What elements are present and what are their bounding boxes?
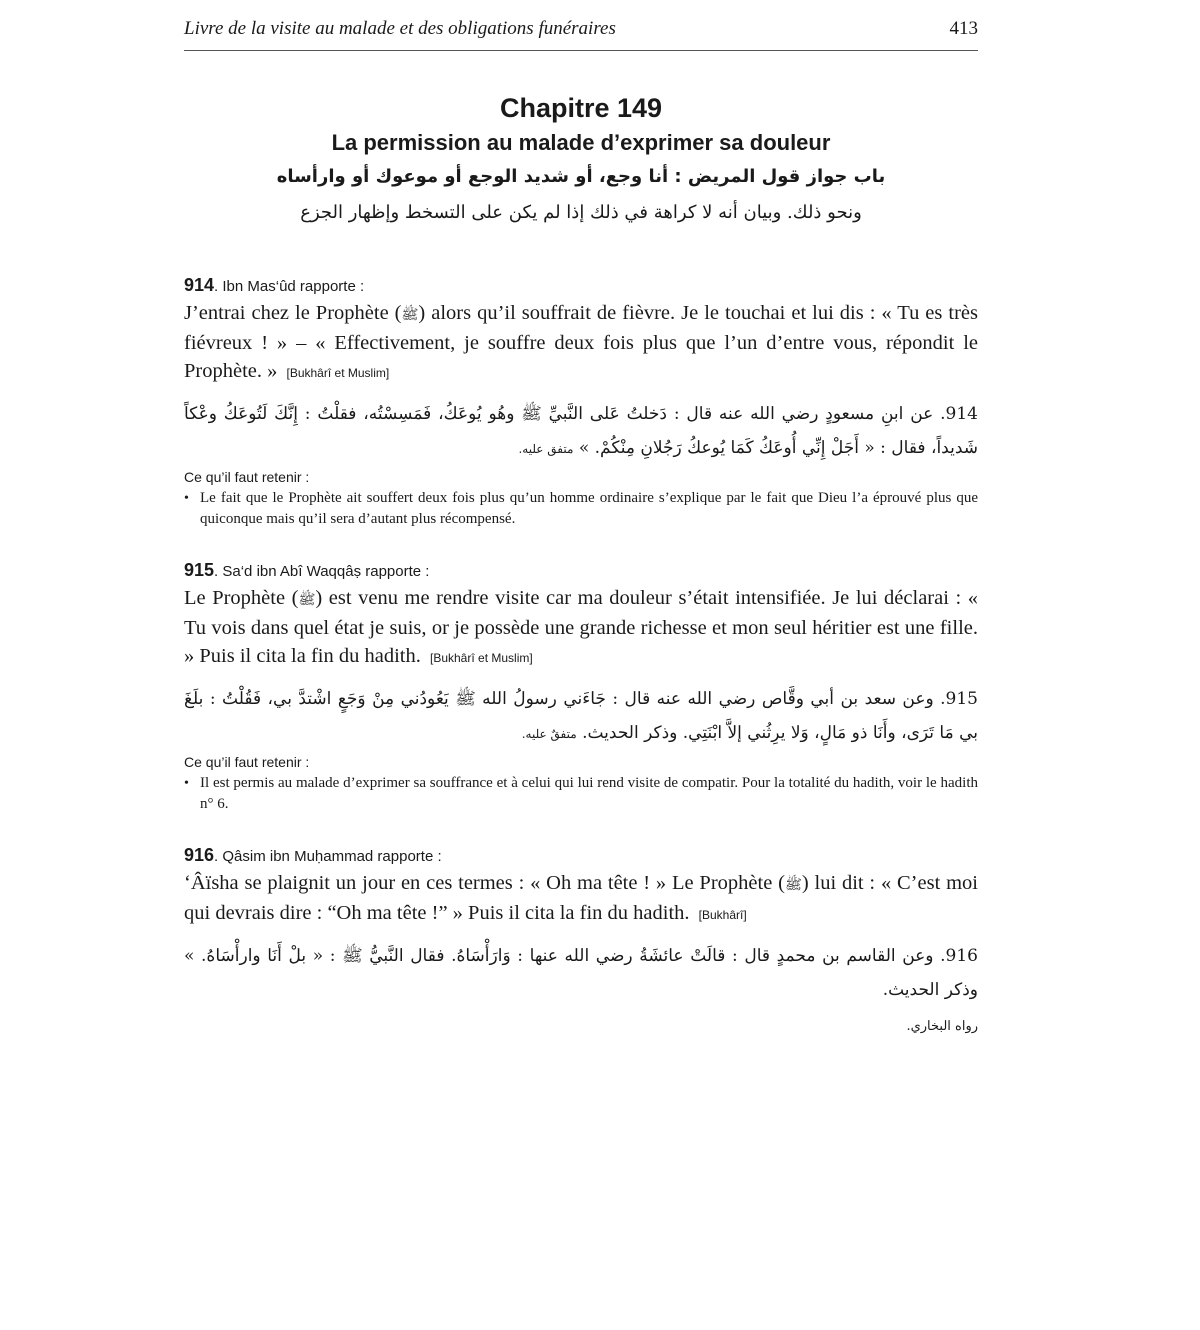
text-segment: J’entrai chez le Prophète ( [184,302,402,324]
hadith-source: [Bukhârî] [698,908,747,922]
takeaway-text: Il est permis au malade d’exprimer sa souffrance et à celui qui lui rend visite de compatir. Pour la totalité du hadith, voir le hadith n° 6. [200,775,978,812]
hadith-source: [Bukhârî et Muslim] [286,366,390,380]
takeaway-text: Le fait que le Prophète ait souffert deux fois plus qu’un homme ordinaire s’explique par le fait que Dieu l’a éprouvé plus que quiconque mais qu’il sera d’autant plus récompensé. [200,490,978,527]
running-title: Livre de la visite au malade et des obligations funéraires [184,18,616,39]
page-number: 413 [949,18,978,39]
text-segment: ) lui dit : « C’est moi qui devrais dire : “Oh ma tête !” » Puis il cita la fin du hadith. [184,872,978,924]
salawat-icon: ﷺ [298,592,316,608]
document-page [184,18,978,1034]
text-segment: ) est venu me rendre visite car ma douleur s’était intensifiée. Je lui déclarai : « Tu vois dans quel état je suis, or je possède une grande richesse et mon seul héritier est une fille. » Puis il cita la fin du hadith. [184,587,978,667]
arabic-text: 914. عن ابنِ مسعودٍ رضي الله عنه قال : دَخلتُ عَلى النَّبيِّ ﷺ وهُو يُوعَكُ، فَمَسِسْتُه، فقلْتُ : إِنَّكَ لَتُوعَكُ وعْكاً شَديداً، فقال : « أَجَلْ إِنِّي أُوعَكُ كَمَا يُوعكُ رَجُلانِ مِنْكُمْ. » [184,404,978,458]
hadith-arabic-text [184,397,978,466]
hadith-heading [184,845,978,867]
running-header [184,18,978,51]
hadith-arabic-text [184,939,978,1007]
text-segment: ‘Âïsha se plaignit un jour en ces termes : « Oh ma tête ! » Le Prophète ( [184,872,785,894]
hadith-french-text [184,584,978,672]
text-segment: Le Prophète ( [184,587,299,609]
takeaway-list [184,488,978,530]
hadith-narrator: . Ibn Mas‘ûd rapporte : [214,278,365,295]
arabic-source: متفق عليه. [518,442,574,456]
takeaway-item [184,488,978,530]
hadith-number: 915 [184,560,215,580]
takeaway-item [184,773,978,815]
takeaway-list [184,773,978,815]
salawat-icon: ﷺ [401,307,419,323]
arabic-text: 915. وعن سعد بن أبي وقَّاص رضي الله عنه قال : جَاءَني رسولُ الله ﷺ يَعُودُني مِنْ وَجَعٍ اشْتدَّ بي، فَقُلْتُ : بلَغَ بي مَا تَرَى، وأَنَا ذو مَالٍ، وَلا يرِثُني إلاَّ ابْنَتِي. وذكر الحديث. [184,689,978,743]
hadith-narrator: . Sa‘d ibn Abî Waqqâṣ rapporte : [214,563,430,580]
hadith-source: [Bukhârî et Muslim] [430,651,533,665]
chapter-heading [184,91,978,231]
hadith-french-text [184,869,978,929]
hadith-916 [184,845,978,1034]
chapter-arabic-title-line-2: ونحو ذلك. وبيان أنه لا كراهة في ذلك إذا لم يكن على التسخط وإظهار الجزع [300,202,862,223]
arabic-source: متفقٌ عليه. [521,727,577,741]
hadith-arabic-text [184,682,978,751]
bullet-icon: • [184,776,189,791]
hadith-french-text [184,299,978,387]
hadith-heading [184,560,978,582]
chapter-title: La permission au malade d’exprimer sa douleur [331,130,831,155]
hadith-number: 916 [184,845,215,865]
hadith-narrator: . Qâsim ibn Muḥammad rapporte : [214,848,442,865]
text-segment: ) alors qu’il souffrait de fièvre. Je le touchai et lui dis : « Tu es très fiévreux ! » – « Effectivement, je souffre deux fois plus que l’un d’entre vous, répondit le Prophète. » [184,302,978,382]
chapter-number: Chapitre 149 [499,93,663,123]
salawat-icon: ﷺ [784,877,802,893]
hadith-915 [184,560,978,815]
hadith-number: 914 [184,275,215,295]
arabic-text: 916. وعن القاسم بن محمدٍ قال : قالَتْ عائشَةُ رضي الله عنها : وَارَأْسَاهُ. فقال النَّبيُّ ﷺ : « بلْ أَنَا وارأْسَاهُ. » وذكر الحديث. [184,946,978,1000]
bullet-icon: • [184,491,189,506]
chapter-arabic-title-line-1: باب جواز قول المريض : أنا وجع، أو شديد الوجع أو موعوك أو وارأساه [276,166,886,187]
arabic-footer-source: رواه البخاري. [906,1019,978,1034]
hadith-heading [184,275,978,297]
takeaway-label: Ce qu’il faut retenir : [184,469,310,485]
hadith-914 [184,275,978,530]
takeaway-label: Ce qu’il faut retenir : [184,754,310,770]
